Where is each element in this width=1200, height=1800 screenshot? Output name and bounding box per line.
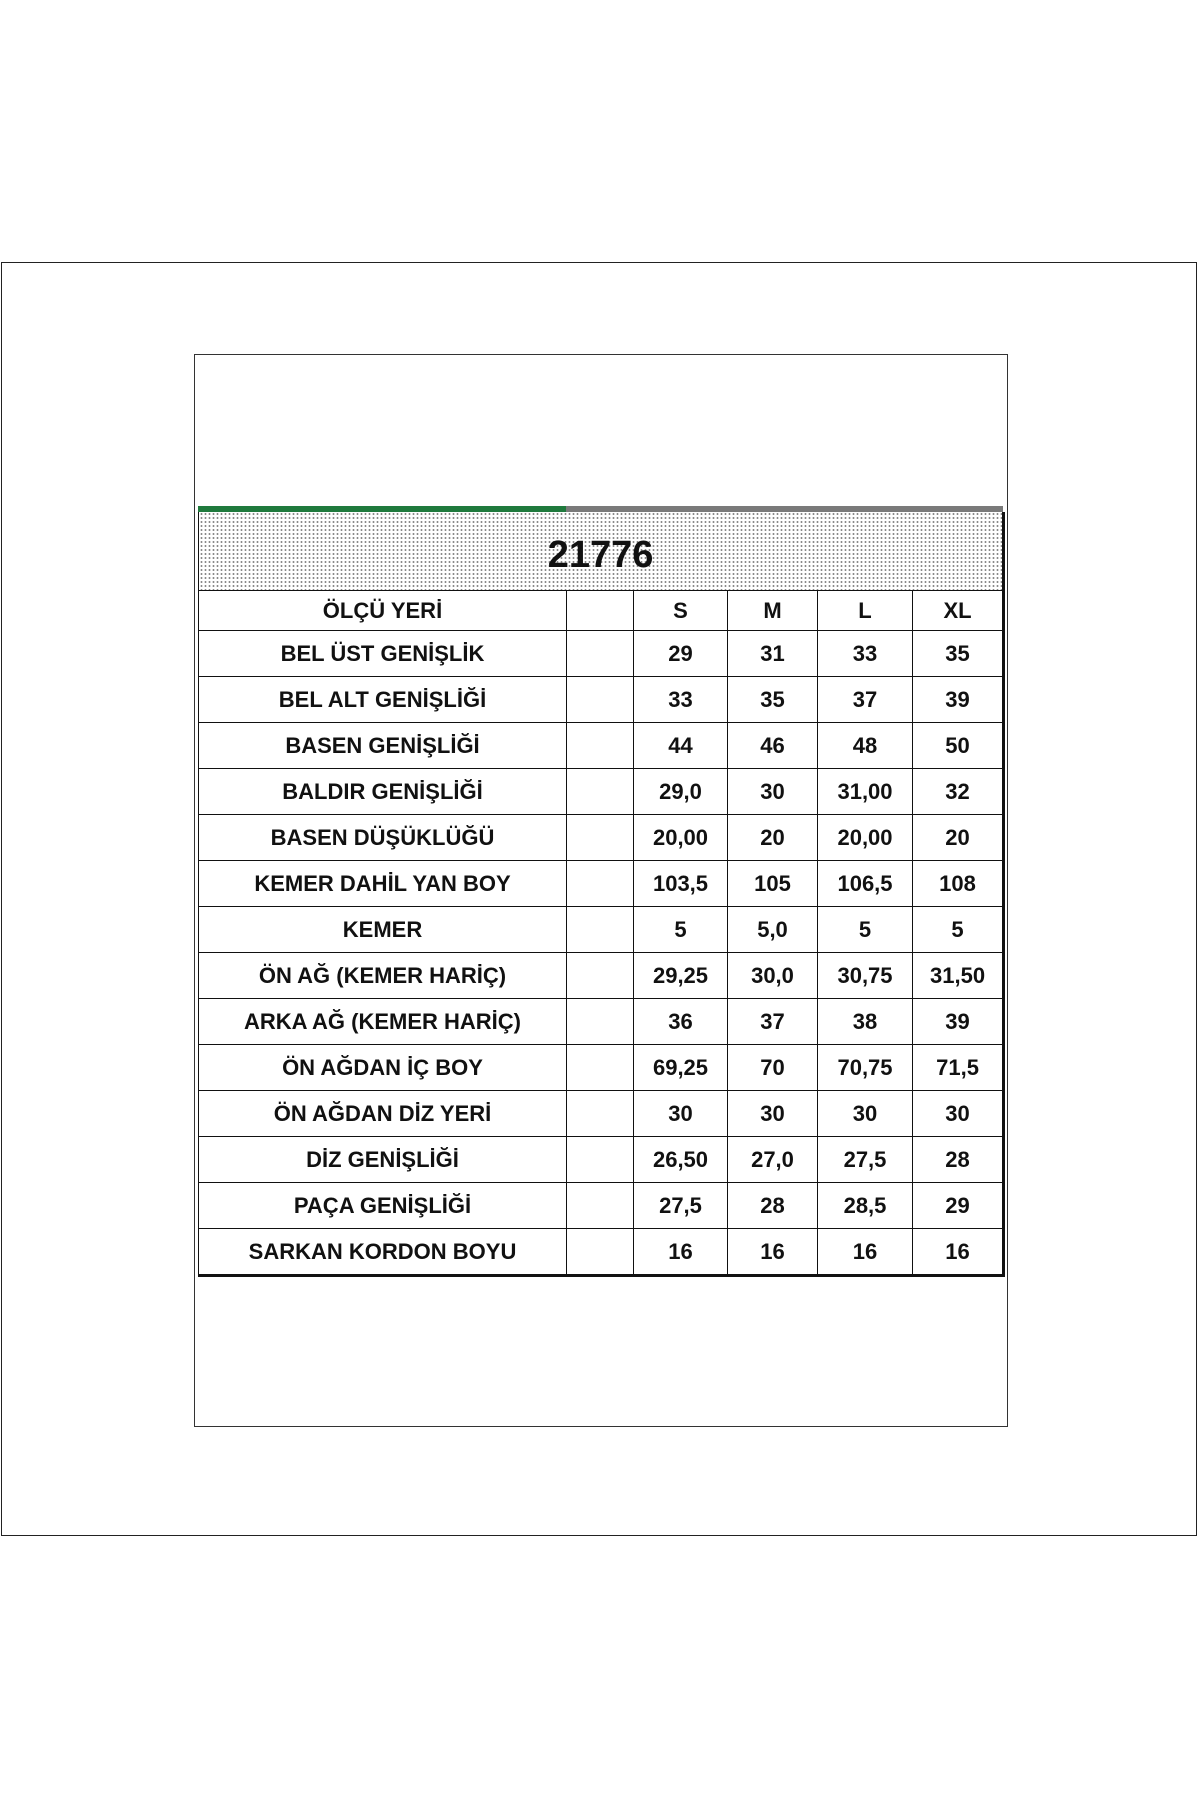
measurement-label: ARKA AĞ (KEMER HARİÇ) xyxy=(199,999,567,1045)
value-xl: 32 xyxy=(913,769,1004,815)
value-m: 105 xyxy=(728,861,818,907)
table-row xyxy=(199,1045,1004,1091)
blank-cell xyxy=(567,953,634,999)
measurement-label: ÖN AĞ (KEMER HARİÇ) xyxy=(199,953,567,999)
table-row xyxy=(199,999,1004,1045)
table-row xyxy=(199,907,1004,953)
table-row xyxy=(199,861,1004,907)
value-m: 20 xyxy=(728,815,818,861)
value-xl: 5 xyxy=(913,907,1004,953)
value-xl: 108 xyxy=(913,861,1004,907)
value-l: 70,75 xyxy=(818,1045,913,1091)
value-m: 30,0 xyxy=(728,953,818,999)
value-s: 27,5 xyxy=(634,1183,728,1229)
measurement-label: ÖN AĞDAN İÇ BOY xyxy=(199,1045,567,1091)
value-xl: 30 xyxy=(913,1091,1004,1137)
value-m: 30 xyxy=(728,769,818,815)
value-s: 30 xyxy=(634,1091,728,1137)
value-xl: 28 xyxy=(913,1137,1004,1183)
value-xl: 39 xyxy=(913,677,1004,723)
value-m: 31 xyxy=(728,631,818,677)
value-l: 28,5 xyxy=(818,1183,913,1229)
value-l: 30 xyxy=(818,1091,913,1137)
value-xl: 39 xyxy=(913,999,1004,1045)
table-row xyxy=(199,631,1004,677)
header-size-l: L xyxy=(818,591,913,631)
blank-cell xyxy=(567,677,634,723)
value-xl: 16 xyxy=(913,1229,1004,1276)
value-xl: 31,50 xyxy=(913,953,1004,999)
value-l: 16 xyxy=(818,1229,913,1276)
value-s: 33 xyxy=(634,677,728,723)
value-xl: 50 xyxy=(913,723,1004,769)
value-s: 36 xyxy=(634,999,728,1045)
value-l: 30,75 xyxy=(818,953,913,999)
size-chart-table xyxy=(198,512,1005,1277)
measurement-label: BASEN DÜŞÜKLÜĞÜ xyxy=(199,815,567,861)
value-xl: 35 xyxy=(913,631,1004,677)
blank-cell xyxy=(567,861,634,907)
title-row xyxy=(199,512,1004,591)
value-m: 37 xyxy=(728,999,818,1045)
table-row xyxy=(199,677,1004,723)
measurement-label: BASEN GENİŞLİĞİ xyxy=(199,723,567,769)
table-row xyxy=(199,1137,1004,1183)
value-xl: 29 xyxy=(913,1183,1004,1229)
header-label: ÖLÇÜ YERİ xyxy=(199,591,567,631)
value-m: 27,0 xyxy=(728,1137,818,1183)
measurement-label: BEL ALT GENİŞLİĞİ xyxy=(199,677,567,723)
table-row xyxy=(199,723,1004,769)
blank-cell xyxy=(567,631,634,677)
blank-cell xyxy=(567,1045,634,1091)
value-s: 5 xyxy=(634,907,728,953)
value-m: 30 xyxy=(728,1091,818,1137)
value-l: 31,00 xyxy=(818,769,913,815)
header-row xyxy=(199,591,1004,631)
table-row xyxy=(199,1183,1004,1229)
measurement-label: ÖN AĞDAN DİZ YERİ xyxy=(199,1091,567,1137)
blank-cell xyxy=(567,1183,634,1229)
value-l: 38 xyxy=(818,999,913,1045)
measurement-label: KEMER DAHİL YAN BOY xyxy=(199,861,567,907)
value-l: 106,5 xyxy=(818,861,913,907)
value-xl: 20 xyxy=(913,815,1004,861)
value-l: 33 xyxy=(818,631,913,677)
measurement-label: SARKAN KORDON BOYU xyxy=(199,1229,567,1276)
value-s: 29 xyxy=(634,631,728,677)
value-s: 16 xyxy=(634,1229,728,1276)
value-s: 26,50 xyxy=(634,1137,728,1183)
value-l: 37 xyxy=(818,677,913,723)
model-code-cell xyxy=(199,512,1004,591)
value-l: 5 xyxy=(818,907,913,953)
table-row xyxy=(199,769,1004,815)
value-l: 20,00 xyxy=(818,815,913,861)
value-m: 46 xyxy=(728,723,818,769)
measurement-label: BEL ÜST GENİŞLİK xyxy=(199,631,567,677)
header-size-s: S xyxy=(634,591,728,631)
value-m: 28 xyxy=(728,1183,818,1229)
blank-cell xyxy=(567,1091,634,1137)
measurement-label: BALDIR GENİŞLİĞİ xyxy=(199,769,567,815)
measurement-label: DİZ GENİŞLİĞİ xyxy=(199,1137,567,1183)
table-row xyxy=(199,815,1004,861)
table-row xyxy=(199,1091,1004,1137)
value-s: 44 xyxy=(634,723,728,769)
value-m: 16 xyxy=(728,1229,818,1276)
value-xl: 71,5 xyxy=(913,1045,1004,1091)
blank-cell xyxy=(567,1229,634,1276)
blank-cell xyxy=(567,723,634,769)
value-s: 20,00 xyxy=(634,815,728,861)
value-m: 35 xyxy=(728,677,818,723)
blank-cell xyxy=(567,815,634,861)
measurement-label: KEMER xyxy=(199,907,567,953)
blank-cell xyxy=(567,907,634,953)
table-row xyxy=(199,953,1004,999)
value-s: 29,0 xyxy=(634,769,728,815)
header-blank xyxy=(567,591,634,631)
value-s: 69,25 xyxy=(634,1045,728,1091)
value-m: 5,0 xyxy=(728,907,818,953)
model-code: 21776 xyxy=(547,533,654,576)
blank-cell xyxy=(567,769,634,815)
value-l: 48 xyxy=(818,723,913,769)
value-s: 103,5 xyxy=(634,861,728,907)
measurement-label: PAÇA GENİŞLİĞİ xyxy=(199,1183,567,1229)
value-s: 29,25 xyxy=(634,953,728,999)
value-l: 27,5 xyxy=(818,1137,913,1183)
blank-cell xyxy=(567,1137,634,1183)
value-m: 70 xyxy=(728,1045,818,1091)
table-row xyxy=(199,1229,1004,1276)
header-size-xl: XL xyxy=(913,591,1004,631)
blank-cell xyxy=(567,999,634,1045)
header-size-m: M xyxy=(728,591,818,631)
